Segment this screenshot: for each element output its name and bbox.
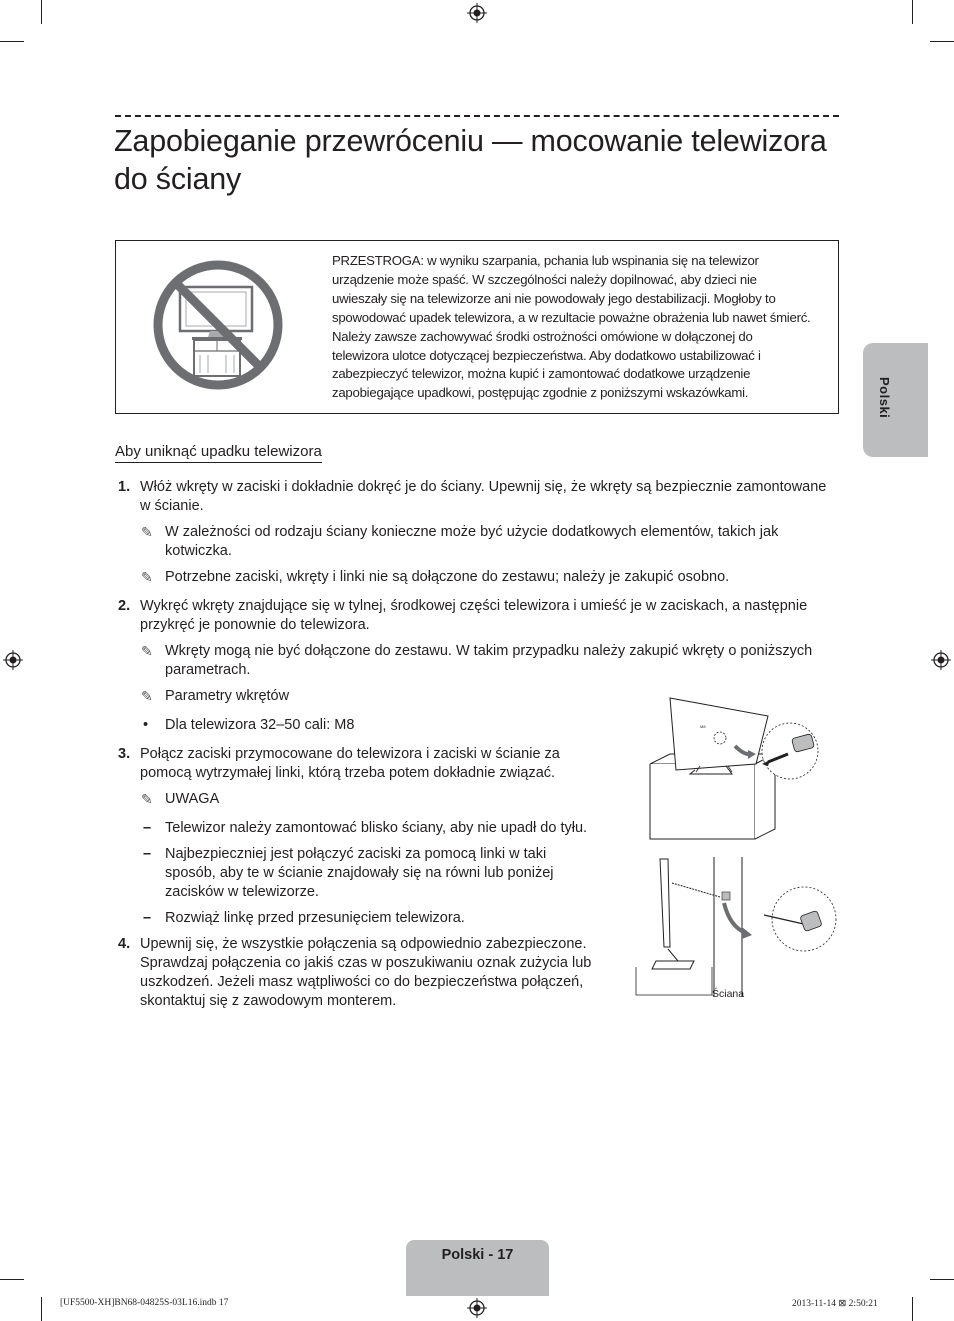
dash-text: Telewizor należy zamontować blisko ściany, aby nie upadł do tyłu. — [165, 820, 588, 836]
no-tv-on-furniture-icon — [152, 259, 284, 391]
crop-mark — [912, 1297, 913, 1321]
step-number: 4. — [118, 936, 131, 952]
registration-mark-icon — [931, 650, 951, 670]
crop-mark — [41, 1297, 42, 1321]
step-text: Wykręć wkręty znajdujące się w tylnej, środkowej części telewizora i umieść je w zaciskach, a następnie przykręć je ponownie do telewizora. — [140, 598, 808, 633]
footer-file-info: [UF5500-XH]BN68-04825S-03L16.indb 17 — [60, 1298, 229, 1308]
footer-timestamp: 2013-11-14 ⊠ 2:50:21 — [792, 1299, 878, 1309]
svg-text:M8: M8 — [700, 724, 706, 729]
crop-mark — [41, 0, 42, 24]
note-icon: ✎ — [141, 791, 153, 807]
step-text: Połącz zaciski przymocowane do telewizora i zaciski w ścianie za pomocą wytrzymałej linki, którą trzeba potem dokładnie związać. — [140, 746, 560, 781]
note-text: W zależności od rodzaju ściany konieczne może być użycie dodatkowych elementów, takich jak kotwiczka. — [165, 524, 779, 559]
note-text: UWAGA — [165, 791, 220, 807]
page-number: Polski - 17 — [441, 1247, 514, 1263]
dash-text: Najbezpieczniej jest połączyć zaciski za pomocą linki w taki sposób, aby te w ścianie znajdowały się na równi lub poniżej zacisków w telewizorze. — [165, 846, 554, 900]
bullet-icon: • — [143, 717, 149, 733]
page-number-tab — [406, 1240, 549, 1296]
crop-mark — [912, 0, 913, 24]
note-icon: ✎ — [141, 569, 153, 585]
registration-mark-icon — [3, 650, 23, 670]
step-text: Upewnij się, że wszystkie połączenia są odpowiednio zabezpieczone. Sprawdzaj połączenia co jakiś czas w poszukiwaniu oznak zużycia lub uszkodzeń. Jeżeli masz wątpliwości co do bezpieczeństwa połączeń, skontaktuj się z zawodowym monterem. — [140, 936, 592, 1009]
warning-box — [115, 240, 839, 414]
dash-icon: – — [143, 846, 152, 862]
note-icon: ✎ — [141, 524, 153, 540]
note-icon: ✎ — [141, 643, 153, 659]
title-divider — [115, 115, 839, 117]
dash-icon: – — [143, 910, 152, 926]
note-text: Parametry wkrętów — [165, 688, 290, 704]
crop-mark — [0, 41, 24, 42]
dash-text: Rozwiąż linkę przed przesunięciem telewizora. — [165, 910, 465, 926]
tv-wall-illustration — [634, 857, 840, 1003]
step-number: 3. — [118, 746, 131, 762]
crop-mark — [930, 41, 954, 42]
language-side-tab — [863, 343, 928, 457]
section-heading: Aby uniknąć upadku telewizora — [115, 443, 322, 463]
note-text: Potrzebne zaciski, wkręty i linki nie są dołączone do zestawu; należy je zakupić osobno. — [165, 569, 730, 585]
tv-bracket-illustration — [640, 694, 840, 842]
crop-mark — [930, 1279, 954, 1280]
note-text: Wkręty mogą nie być dołączone do zestawu. W takim przypadku należy zakupić wkręty o poniższych parametrach. — [165, 643, 813, 678]
registration-mark-icon — [467, 1298, 487, 1318]
step-text: Włóż wkręty w zaciski i dokładnie dokręć je do ściany. Upewnij się, że wkręty są bezpiecznie zamontowane w ścianie. — [140, 479, 827, 514]
step-number: 1. — [118, 479, 131, 495]
dash-icon: – — [143, 820, 152, 836]
note-icon: ✎ — [141, 688, 153, 704]
crop-mark — [0, 1279, 24, 1280]
side-tab-label: Polski — [877, 377, 892, 419]
warning-text: PRZESTROGA: w wyniku szarpania, pchania lub wspinania się na telewizor urządzenie może spaść. W szczególności należy dopilnować, aby dzieci nie uwieszały się na telewizorze ani nie powodowały jego destabilizacji. Mogłoby to spowodować upadek telewizora, a w rezultacie poważne obrażenia lub nawet śmierć. Należy zawsze zachowywać środki ostrożności omówione w dołączonej do telewizora ulotce dotyczącej bezpieczeństwa. Aby dodatkowo ustabilizować i zabezpieczyć telewizor, można kupić i zamontować dodatkowe urządzenie zapobiegające upadkowi, postępując zgodnie z poniższymi wskazówkami. — [332, 253, 811, 401]
bullet-text: Dla telewizora 32–50 cali: M8 — [165, 717, 355, 733]
page-title: Zapobieganie przewróceniu — mocowanie telewizora do ściany — [114, 124, 827, 196]
registration-mark-icon — [467, 3, 487, 23]
wall-label: Ściana — [712, 988, 745, 1000]
step-number: 2. — [118, 598, 131, 614]
